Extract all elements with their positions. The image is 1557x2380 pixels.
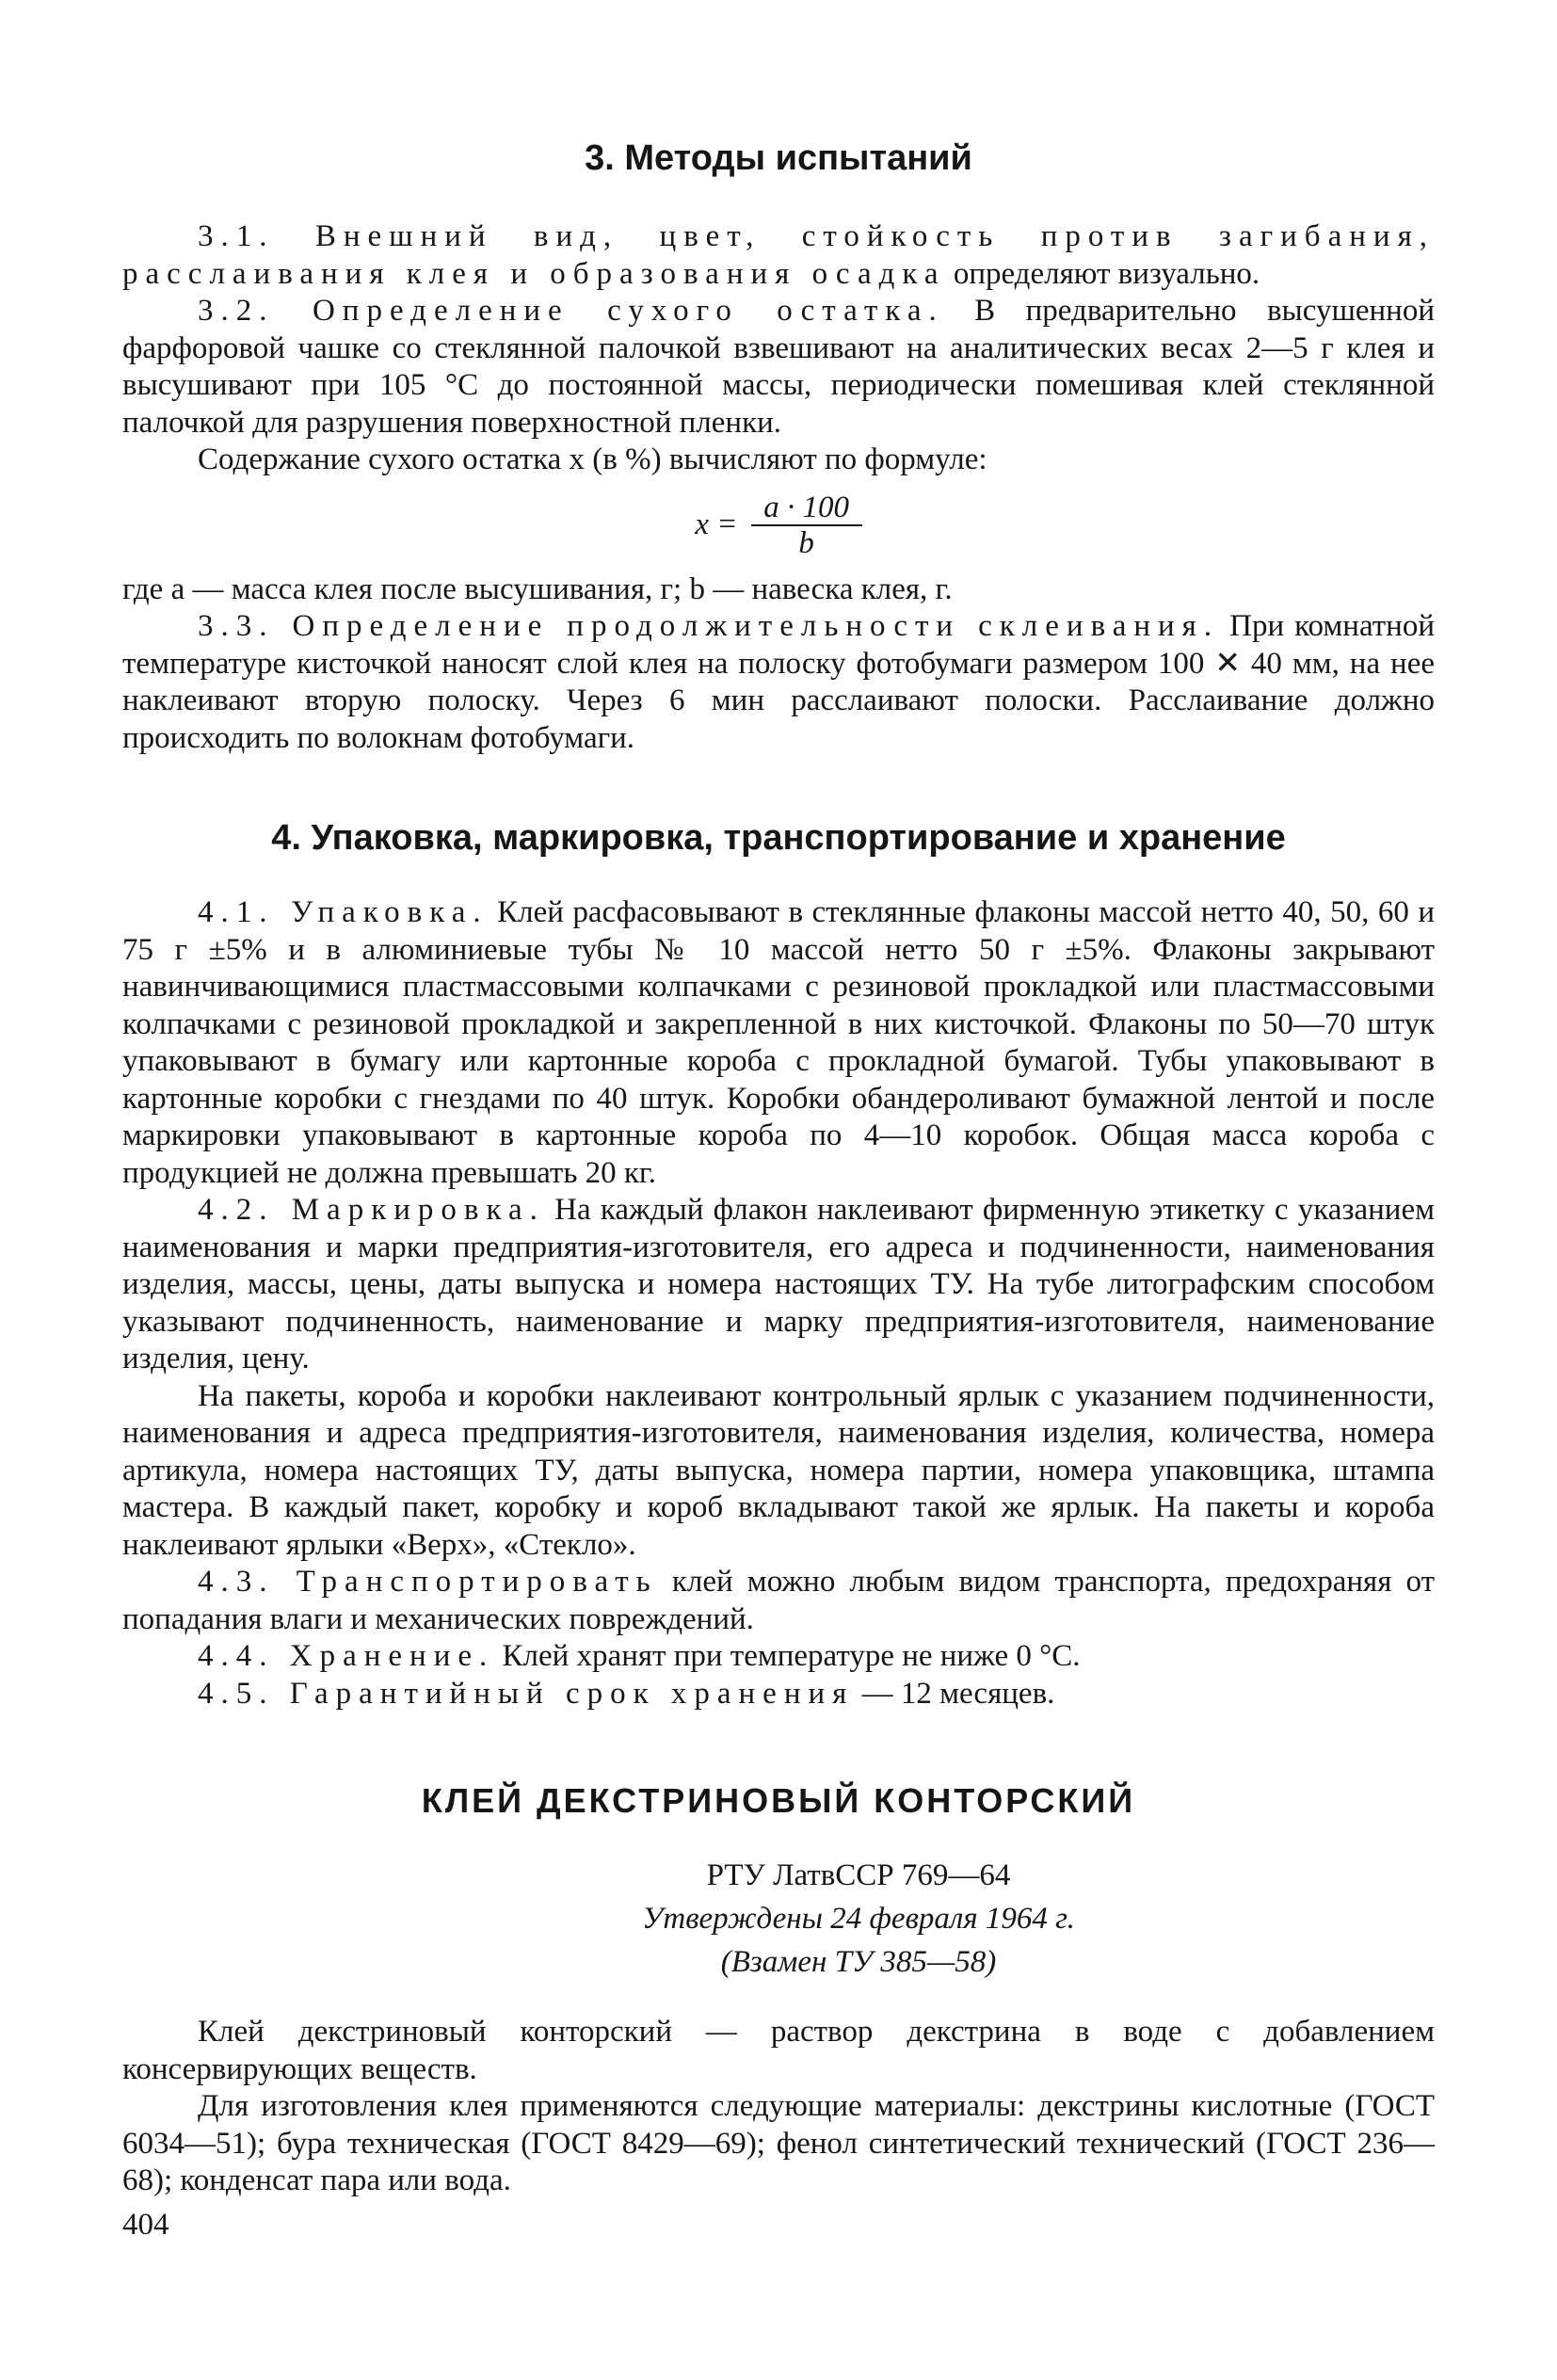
paragraph-4-2-text: На каждый флакон наклеивают фирменную этикетку с указанием наименования и марки предприятия-изготовителя, его адреса и подчиненности, наименования изделия, массы, цены, даты выпуска и номера настоящих ТУ. На тубе литографским способом указывают подчиненность, наименование и марку предприятия-изготовителя, наименование изделия, цену. <box>122 1193 1435 1375</box>
paragraph-4-3 <box>122 1564 1435 1638</box>
paragraph-3-1-text: определяют визуально. <box>945 256 1260 291</box>
formula-intro: Содержание сухого остатка x (в %) вычисляют по формуле: <box>198 442 987 476</box>
paragraph-3-1 <box>122 218 1435 293</box>
product-description: Клей декстриновый конторский — раствор декстрина в воде с добавлением консервирующих веществ. <box>122 2015 1435 2086</box>
paragraph-3-2-text: В предварительно высушенной фарфоровой чашке со стеклянной палочкой взвешивают на аналитических весах 2—5 г клея и высушивают при 105 °С до постоянной массы, периодически помешивая клей стеклянной палочкой для разрушения поверхностной пленки. <box>122 294 1435 440</box>
paragraph-4-1 <box>122 894 1435 1192</box>
materials-paragraph: Для изготовления клея применяются следующие материалы: декстрины кислотные (ГОСТ 6034—51); бура техническая (ГОСТ 8429—69); фенол синтетический технический (ГОСТ 236—68); конденсат пара или вода. <box>122 2089 1435 2197</box>
paragraph-4-1-text: Клей расфасовывают в стеклянные флаконы массой нетто 40, 50, 60 и 75 г ±5% и в алюминиевые тубы № 10 массой нетто 50 г ±5%. Флаконы закрывают навинчивающимися пластмассовыми колпачками с резиновой прокладкой или пластмассовыми колпачками с резиновой прокладкой и закрепленной в них кисточкой. Флаконы по 50—70 штук упаковывают в бумагу или картонные короба с прокладной бумагой. Тубы упаковывают в картонные коробки с гнездами по 40 штук. Коробки обандероливают бумажной лентой и после маркировки упаковывают в картонные короба по 4—10 коробок. Общая масса короба с продукцией не должна превышать 20 кг. <box>122 895 1435 1190</box>
paragraph-3-2 <box>122 293 1435 442</box>
approval-date: Утверждены 24 февраля 1964 г. <box>642 1902 1075 1936</box>
paragraph-4-5-label: 4.5. Гарантийный срок хранения <box>198 1676 855 1711</box>
paragraph-3-3 <box>122 608 1435 757</box>
paragraph-4-4-text: Клей хранят при температуре не ниже 0 °С. <box>494 1639 1081 1673</box>
paragraph-4-3-text: клей можно любым видом транспорта, предохраняя от попадания влаги и механических повреждений. <box>122 1565 1435 1636</box>
formula-legend: где a — масса клея после высушивания, г; b — навеска клея, г. <box>122 571 953 606</box>
formula-denominator: b <box>798 525 814 560</box>
paragraph-4-2-continued: На пакеты, короба и коробки наклеивают контрольный ярлык с указанием подчиненности, наименования и адреса предприятия-изготовителя, наименования изделия, количества, номера артикула, номера настоящих ТУ, даты выпуска, номера партии, номера упаковщика, штампа мастера. В каждый пакет, коробку и короб вкладывают такой же ярлык. На пакеты и короба наклеивают ярлыки «Верх», «Стекло». <box>122 1378 1435 1562</box>
paragraph-3-2-label: 3.2. Определение сухого остатка. <box>198 294 944 328</box>
page-number: 404 <box>122 2208 169 2242</box>
formula-numerator: a · 100 <box>763 490 849 524</box>
paragraph-4-1-label: 4.1. Упаковка. <box>198 895 489 929</box>
dry-residue-formula <box>122 479 1435 571</box>
standard-number: РТУ ЛатвССР 769—64 <box>706 1858 1011 1892</box>
paragraph-4-5 <box>122 1676 1435 1713</box>
paragraph-4-2-label: 4.2. Маркировка. <box>198 1193 545 1227</box>
replaces-note: (Взамен ТУ 385—58) <box>720 1945 997 1979</box>
product-title: КЛЕЙ ДЕКСТРИНОВЫЙ КОНТОРСКИЙ <box>421 1781 1136 1820</box>
paragraph-3-3-label: 3.3. Определение продолжительности склеивания. <box>198 609 1220 643</box>
paragraph-4-5-text: — 12 месяцев. <box>854 1676 1055 1711</box>
paragraph-3-3-text: При комнатной температуре кисточкой наносят слой клея на полоску фотобумаги размером 100 ✕ 40 мм, на нее наклеивают вторую полоску. Через 6 мин расслаивают полоски. Расслаивание должно происходить по волокнам фотобумаги. <box>122 609 1435 755</box>
formula-lhs: x = <box>695 507 738 541</box>
paragraph-4-3-label: 4.3. Транспортировать <box>198 1565 658 1599</box>
paragraph-4-2 <box>122 1192 1435 1378</box>
section-3-title: 3. Методы испытаний <box>585 138 972 178</box>
section-4-title: 4. Упаковка, маркировка, транспортирование и хранение <box>271 818 1286 858</box>
paragraph-4-4-label: 4.4. Хранение. <box>198 1639 495 1673</box>
paragraph-4-4 <box>122 1638 1435 1676</box>
formula-fraction <box>751 490 862 560</box>
paragraph-3-1-label: 3.1. Внешний вид, цвет, стойкость против загибания, расслаивания клея и образования осадка <box>122 219 1435 291</box>
